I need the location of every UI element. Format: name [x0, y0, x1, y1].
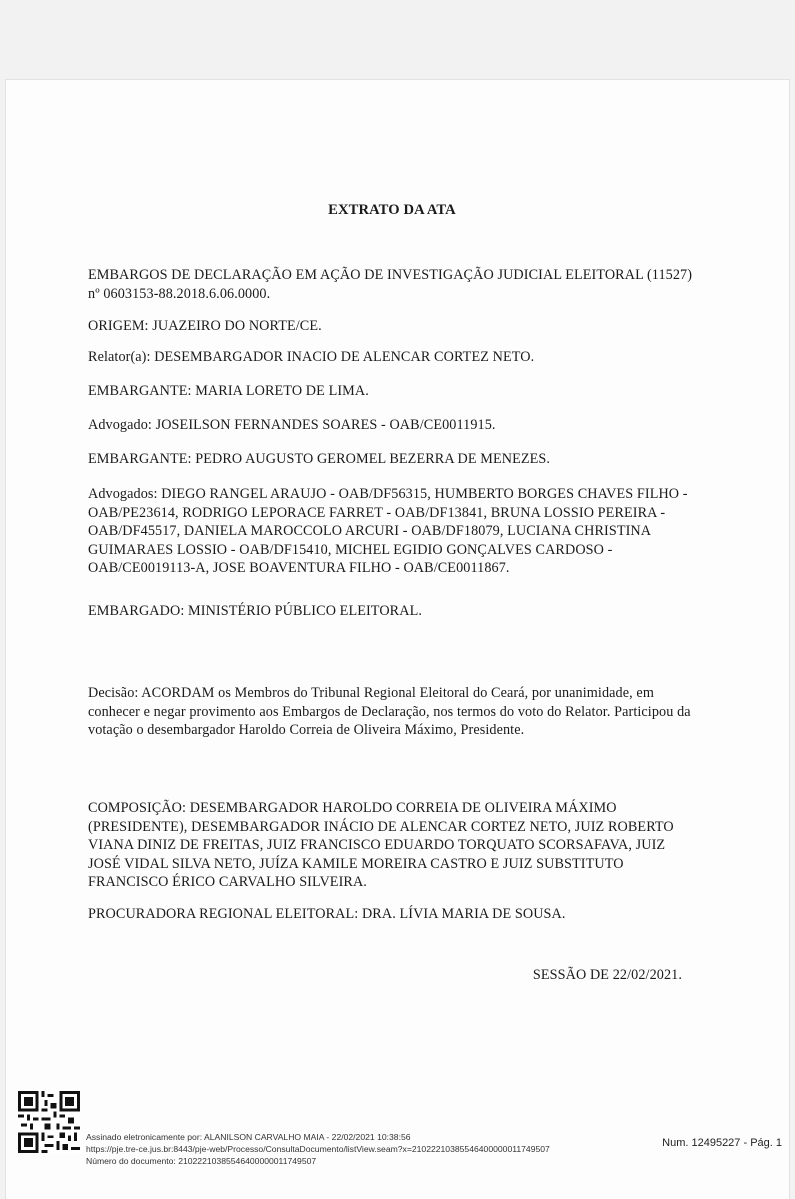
document-url-link[interactable]: https://pje.tre-ce.jus.br:8443/pje-web/Processo/ConsultaDocumento/listView.seam?x=21022210385546400000011749507 — [86, 1144, 550, 1155]
document-footer — [16, 1089, 786, 1181]
document-page — [6, 80, 789, 1199]
document-number-text: Número do documento: 21022210385546400000011749507 — [86, 1156, 317, 1167]
qr-code-icon — [18, 1091, 80, 1153]
signed-by-text: Assinado eletronicamente por: ALANILSON CARVALHO MAIA - 22/02/2021 10:38:56 — [86, 1132, 411, 1142]
paragraph-relator: Relator(a): DESEMBARGADOR INACIO DE ALENCAR CORTEZ NETO. — [88, 349, 535, 365]
paragraph-composicao: COMPOSIÇÃO: DESEMBARGADOR HAROLDO CORREIA DE OLIVEIRA MÁXIMO (PRESIDENTE), DESEMBARGADOR INÁCIO DE ALENCAR CORTEZ NETO, JUIZ ROBERTO VIANA DINIZ DE FREITAS, JUIZ FRANCISCO EDUARDO TORQUATO SCORSAFAVA, JUIZ JOSÉ VIDAL SILVA NETO, JUÍZA KAMILE MOREIRA CASTRO E JUIZ SUBSTITUTO FRANCISCO ÉRICO CARVALHO SILVEIRA. — [88, 800, 674, 891]
session-date: SESSÃO DE 22/02/2021. — [532, 967, 682, 983]
page-number: Num. 12495227 - Pág. 1 — [662, 1137, 782, 1149]
paragraph-embargante-1: EMBARGANTE: MARIA LORETO DE LIMA. — [88, 383, 369, 399]
paragraph-decisao: Decisão: ACORDAM os Membros do Tribunal Regional Eleitoral do Ceará, por unanimidade, em conhecer e negar provimento aos Embargos de Declaração, nos termos do voto do Relator. Participou da votação o desembargador Haroldo Correia de Oliveira Máximo, Presidente. — [88, 685, 691, 739]
paragraph-advogado: Advogado: JOSEILSON FERNANDES SOARES - OAB/CE0011915. — [88, 417, 496, 433]
document-title: EXTRATO DA ATA — [328, 202, 456, 218]
paragraph-embargante-2: EMBARGANTE: PEDRO AUGUSTO GEROMEL BEZERRA DE MENEZES. — [88, 451, 551, 467]
paragraph-embargado: EMBARGADO: MINISTÉRIO PÚBLICO ELEITORAL. — [88, 603, 422, 619]
paragraph-case: EMBARGOS DE DECLARAÇÃO EM AÇÃO DE INVESTIGAÇÃO JUDICIAL ELEITORAL (11527) nº 0603153-88.2018.6.06.0000. — [88, 267, 693, 302]
signature-block — [86, 1131, 550, 1168]
paragraph-origem: ORIGEM: JUAZEIRO DO NORTE/CE. — [88, 318, 322, 334]
paragraph-procuradora: PROCURADORA REGIONAL ELEITORAL: DRA. LÍVIA MARIA DE SOUSA. — [88, 906, 566, 922]
paragraph-advogados: Advogados: DIEGO RANGEL ARAUJO - OAB/DF56315, HUMBERTO BORGES CHAVES FILHO - OAB/PE23614, RODRIGO LEPORACE FARRET - OAB/DF13841, BRUNA LOSSIO PEREIRA - OAB/DF45517, DANIELA MAROCCOLO ARCURI - OAB/DF18079, LUCIANA CHRISTINA GUIMARAES LOSSIO - OAB/DF15410, MICHEL EGIDIO GONÇALVES CARDOSO - OAB/CE0019113-A, JOSE BOAVENTURA FILHO - OAB/CE0011867. — [88, 486, 688, 577]
